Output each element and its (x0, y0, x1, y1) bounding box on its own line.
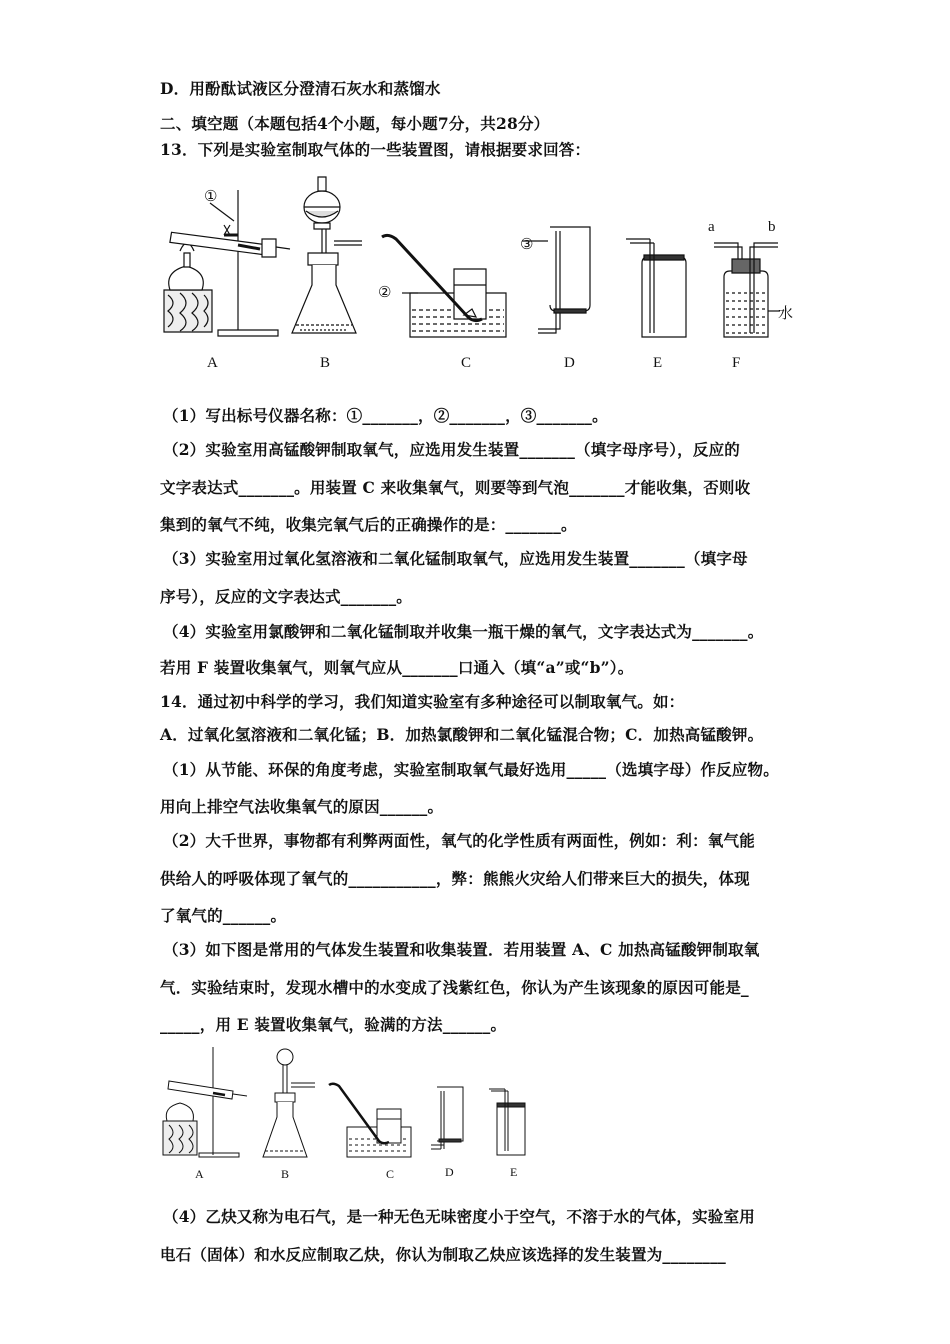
q14-part4-b: 电石（固体）和水反应制取乙炔，你认为制取乙炔应该选择的发生装置为________ (160, 1245, 727, 1264)
small-label-c: C (386, 1167, 395, 1181)
apparatus-f (714, 243, 780, 337)
apparatus-c (382, 235, 506, 337)
q13-part3-b: 序号），反应的文字表达式_______。 (160, 587, 413, 606)
apparatus-b-small (263, 1049, 315, 1157)
q14-part2-c: 了氧气的______。 (160, 906, 287, 925)
label-f: F (732, 355, 741, 371)
q14-part4-a: （4）乙炔又称为电石气，是一种无色无味密度小于空气，不溶于水的气体，实验室用 (163, 1207, 755, 1226)
water-label: 水 (778, 306, 794, 322)
label-d: D (564, 355, 575, 371)
marker-1: ① (204, 189, 218, 205)
question-13-stem: 13．下列是实验室制取气体的一些装置图，请根据要求回答： (160, 140, 591, 159)
apparatus-e (626, 239, 686, 337)
q14-part1-b: 用向上排空气法收集氧气的原因______。 (160, 797, 444, 816)
small-label-d: D (445, 1165, 454, 1179)
label-e: E (653, 355, 663, 371)
marker-3: ③ (520, 237, 534, 253)
option-d: D．用酚酞试液区分澄清石灰水和蒸馏水 (160, 79, 441, 98)
figure-2-apparatus (155, 1045, 535, 1185)
q14-part2-a: （2）大千世界，事物都有利弊两面性，氧气的化学性质有两面性，例如：利：氧气能 (163, 831, 755, 850)
label-a: A (207, 355, 218, 371)
small-label-b: B (281, 1167, 290, 1181)
q13-part4-a: （4）实验室用氯酸钾和二氧化锰制取并收集一瓶干燥的氧气，文字表达式为_______。 (163, 622, 764, 641)
q14-options: A．过氧化氢溶液和二氧化锰；B．加热氯酸钾和二氧化锰混合物；C．加热高锰酸钾。 (160, 725, 764, 744)
q14-part1-a: （1）从节能、环保的角度考虑，实验室制取氧气最好选用_____（选填字母）作反应物。 (163, 760, 779, 779)
question-14-stem: 14．通过初中科学的学习，我们知道实验室有多种途径可以制取氧气。如： (160, 692, 685, 711)
q13-part4-b: 若用 F 装置收集氧气，则氧气应从_______口通入（填“a”或“b”）。 (160, 658, 634, 677)
apparatus-b (292, 177, 362, 333)
small-label-e: E (510, 1165, 518, 1179)
q13-part2-b: 文字表达式_______。用装置 C 来收集氧气，则要等到气泡_______才能收集，否则收 (160, 478, 751, 497)
q13-part1: （1）写出标号仪器名称：①_______，②_______，③_______。 (163, 406, 608, 425)
apparatus-a-small (163, 1047, 247, 1157)
port-a-label: a (708, 219, 715, 235)
apparatus-c-small (329, 1084, 411, 1157)
figure-1-apparatus (150, 165, 810, 380)
label-c: C (461, 355, 472, 371)
q14-part3-b: 气．实验结束时，发现水槽中的水变成了浅紫红色，你认为产生该现象的原因可能是_ (160, 978, 749, 997)
q14-part3-c: _____，用 E 装置收集氧气，验满的方法______。 (160, 1015, 507, 1034)
section-heading: 二、填空题（本题包括4个小题，每小题7分，共28分） (160, 114, 550, 133)
q13-part2-a: （2）实验室用高锰酸钾制取氧气，应选用发生装置_______（填字母序号），反应的 (163, 440, 740, 459)
small-label-a: A (195, 1167, 204, 1181)
label-b: B (320, 355, 331, 371)
apparatus-d-small (431, 1087, 463, 1149)
q14-part3-a: （3）如下图是常用的气体发生装置和收集装置．若用装置 A、C 加热高锰酸钾制取氧 (163, 940, 760, 959)
apparatus-a (164, 190, 290, 336)
q13-part3-a: （3）实验室用过氧化氢溶液和二氧化锰制取氧气，应选用发生装置_______（填字母 (163, 549, 748, 568)
port-b-label: b (768, 219, 776, 235)
marker-2: ② (378, 285, 392, 301)
q14-part2-b: 供给人的呼吸体现了氧气的___________，弊：熊熊火灾给人们带来巨大的损失，体现 (160, 869, 750, 888)
q13-part2-c: 集到的氧气不纯，收集完氧气后的正确操作的是：_______。 (160, 515, 577, 534)
apparatus-e-small (489, 1089, 525, 1155)
